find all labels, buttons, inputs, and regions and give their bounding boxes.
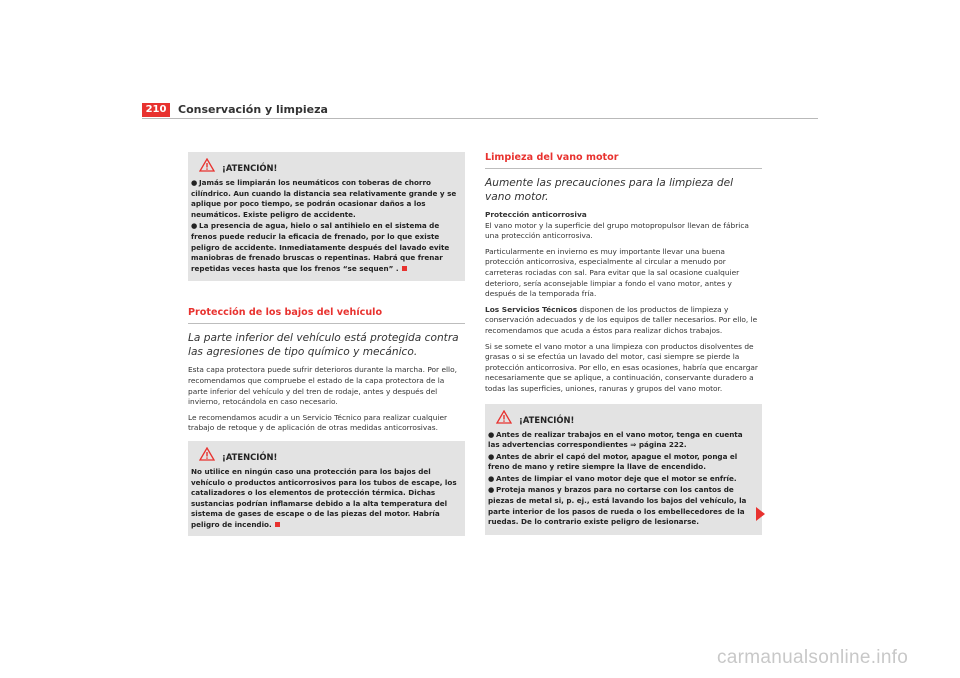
section-subtitle: La parte inferior del vehículo está protegida contra las agresiones de tipo químico y mecánico. <box>188 332 459 359</box>
header-divider <box>142 118 818 119</box>
warning-box-engine-bay <box>485 404 762 535</box>
warning-item <box>191 178 459 220</box>
warning-triangle-icon <box>496 410 512 424</box>
bullet-icon: ● <box>488 429 495 439</box>
warning-item-text: Antes de realizar trabajos en el vano motor, tenga en cuenta las advertencias correspondientes ⇒ página 222. <box>488 429 743 450</box>
warning-item <box>191 221 459 274</box>
paragraph: Esta capa protectora puede sufrir deterioros durante la marcha. Por ello, recomendamos que compruebe el estado de la capa protectora de la parte inferior del vehículo y del tren de rodaje, antes y después del invierno, retocándola en caso necesario. <box>188 365 457 407</box>
paragraph: El vano motor y la superficie del grupo motopropulsor llevan de fábrica una protección anticorrosiva. <box>485 220 749 241</box>
section-title-engine-bay: Limpieza del vano motor <box>485 152 762 169</box>
warning-header <box>488 408 756 430</box>
warning-title: ¡ATENCIÓN! <box>222 451 278 462</box>
end-of-section-icon <box>275 522 280 527</box>
warning-text: No utilice en ningún caso una protección para los bajos del vehículo o productos anticorrosivos para los tubos de escape, los catalizadores o los elementos de protección térmica. Dichas sustancias podrían inflamarse debido a la alta temperatura del sistema de gases de escape o de las piezas del motor. Habría peligro de incendio. <box>191 466 457 529</box>
warning-item-text: Proteja manos y brazos para no cortarse con los cantos de piezas de metal si, p. ej., está lavando los bajos del vehículo, la parte interior de los pasos de rueda o los embellecedores de la ruedas. De lo contrario existe peligro de lesionarse. <box>488 485 747 527</box>
right-column <box>485 152 762 535</box>
section-title-underbody: Protección de los bajos del vehículo <box>188 307 465 324</box>
section-subtitle: Aumente las precauciones para la limpieza del vano motor. <box>485 177 734 203</box>
warning-box-tires-brakes <box>188 152 465 281</box>
warning-item <box>488 430 756 451</box>
service-term: Los Servicios Técnicos <box>485 304 578 314</box>
bullet-icon: ● <box>488 485 495 495</box>
chapter-title: Conservación y limpieza <box>178 103 328 116</box>
bullet-icon: ● <box>488 473 495 483</box>
bullet-icon: ● <box>191 221 198 231</box>
warning-header <box>191 156 459 178</box>
warning-title: ¡ATENCIÓN! <box>519 414 575 425</box>
paragraph: Le recomendamos acudir a un Servicio Técnico para realizar cualquier trabajo de retoque y de aplicación de otras medidas anticorrosivas. <box>188 412 448 433</box>
warning-item <box>488 485 756 527</box>
warning-item-text: La presencia de agua, hielo o sal antihielo en el sistema de frenos puede reducir la eficacia de frenado, por lo que existe peligro de accidente. Inmediatamente después del lavado evite maniobras de frenado bruscas o repentinas. Habrá que frenar repetidas veces hasta que los frenos “se sequen” . <box>191 221 450 273</box>
paragraph: Si se somete el vano motor a una limpieza con productos disolventes de grasas o si se efectúa un lavado del motor, casi siempre se pierde la protección anticorrosiva. Por ello, en esas ocasiones, habría que encargar necesariamente que se aplique, a continuación, conservante duradero a todas las superficies, uniones, ranuras y grupos del vano motor. <box>485 341 758 393</box>
left-column <box>188 152 465 536</box>
warning-box-underbody <box>188 441 465 537</box>
warning-header <box>191 445 459 467</box>
warning-item <box>488 452 756 473</box>
bullet-icon: ● <box>191 178 198 187</box>
warning-title: ¡ATENCIÓN! <box>222 163 278 173</box>
warning-item <box>488 474 756 485</box>
warning-triangle-icon <box>199 447 215 461</box>
paragraph <box>485 305 762 337</box>
warning-item-text: Jamás se limpiarán los neumáticos con toberas de chorro cilíndrico. Aun cuando la distancia sea relativamente grande y se aplique por poco tiempo, se podrán ocasionar daños a los neumáticos. Existe peligro de accidente. <box>191 178 457 219</box>
bullet-icon: ● <box>488 451 495 461</box>
page-number: 210 <box>142 103 170 117</box>
warning-item-text: Antes de limpiar el vano motor deje que el motor se enfríe. <box>496 473 737 483</box>
warning-triangle-icon <box>199 158 215 172</box>
paragraph: Particularmente en invierno es muy importante llevar una buena protección anticorrosiva, especialmente al circular a menudo por carreteras rociadas con sal. Para evitar que la sal ocasione cualquier deterioro, sería aconsejable limpiar a fondo el vano motor, antes y después de la temporada fría. <box>485 246 740 299</box>
sub-heading: Protección anticorrosiva <box>485 210 587 219</box>
paragraph-text: disponen de los productos de limpieza y conservación adecuados y de los equipos de taller necesarios. Por ello, le recomendamos que acuda a éstos para realizar dichos trabajos. <box>485 304 758 335</box>
watermark: carmanualsonline.info <box>717 647 909 668</box>
end-of-section-icon <box>402 266 407 271</box>
continue-arrow-icon <box>756 507 765 521</box>
warning-item-text: Antes de abrir el capó del motor, apague el motor, ponga el freno de mano y retire siempre la llave de encendido. <box>488 451 738 472</box>
